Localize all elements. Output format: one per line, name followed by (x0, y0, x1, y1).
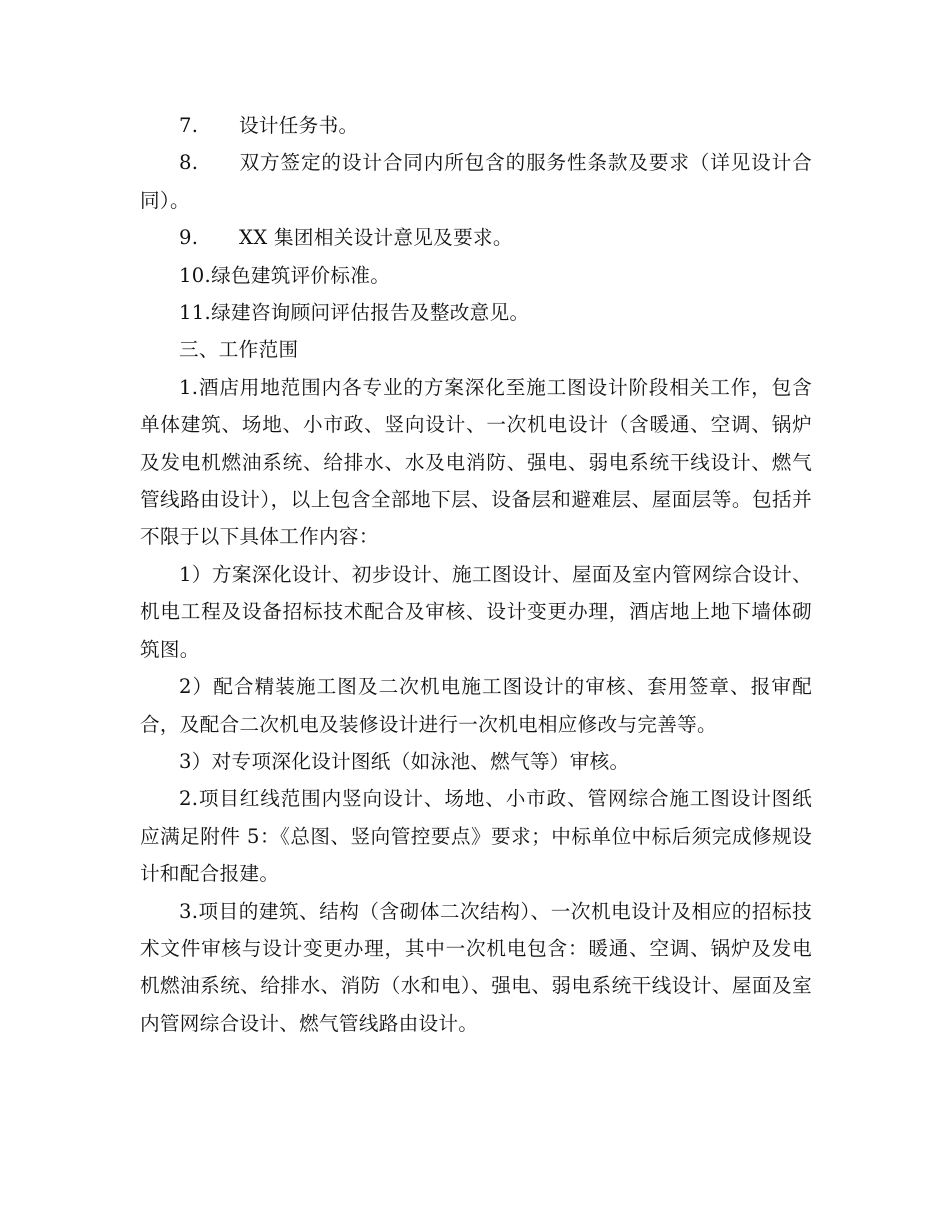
scope-subitem-2: 2）配合精装施工图及二次机电施工图设计的审核、套用签章、报审配合，及配合二次机电及装修设计进行一次机电相应修改与完善等。 (140, 675, 812, 736)
scope-paragraph-3: 3.项目的建筑、结构（含砌体二次结构）、一次机电设计及相应的招标技术文件审核与设计变更办理，其中一次机电包含：暖通、空调、锅炉及发电机燃油系统、给排水、消防（水和电）、强电、弱电系统干线设计、屋面及室内管网综合设计、燃气管线路由设计。 (140, 899, 812, 1035)
list-number: 9. (179, 226, 199, 250)
list-text: 绿建咨询顾问评估报告及整改意见。 (211, 301, 530, 325)
list-item-11 (140, 294, 812, 331)
list-text: 绿色建筑评价标准。 (211, 263, 391, 287)
scope-paragraph-2: 2.项目红线范围内竖向设计、场地、小市政、管网综合施工图设计图纸应满足附件 5：《总图、竖向管控要点》要求；中标单位中标后须完成修规设计和配合报建。 (140, 787, 812, 886)
list-text: 设计任务书。 (239, 114, 359, 137)
section-heading: 三、工作范围 (179, 338, 299, 362)
list-number: 11. (179, 301, 212, 325)
list-number: 7. (179, 114, 199, 137)
list-item-10 (140, 257, 812, 294)
list-item-9 (140, 219, 812, 256)
list-item-8 (140, 144, 812, 219)
list-text: 双方签定的设计合同内所包含的服务性条款及要求（详见设计合同）。 (140, 151, 812, 212)
list-number: 8. (179, 151, 199, 175)
scope-subitem-3: 3）对专项深化设计图纸（如泳池、燃气等）审核。 (179, 749, 630, 773)
list-item-7 (140, 107, 812, 144)
list-text: XX 集团相关设计意见及要求。 (239, 226, 513, 250)
document-body (140, 107, 812, 1042)
scope-paragraph-1: 1.酒店用地范围内各专业的方案深化至施工图设计阶段相关工作，包含单体建筑、场地、小市政、竖向设计、一次机电设计（含暖通、空调、锅炉及发电机燃油系统、给排水、水及电消防、强电、弱电系统干线设计、燃气管线路由设计），以上包含全部地下层、设备层和避难层、屋面层等。包括并不限于以下具体工作内容： (140, 375, 812, 549)
list-number: 10. (179, 263, 212, 287)
scope-subitem-1: 1）方案深化设计、初步设计、施工图设计、屋面及室内管网综合设计、机电工程及设备招标技术配合及审核、设计变更办理，酒店地上地下墙体砌筑图。 (140, 562, 812, 661)
